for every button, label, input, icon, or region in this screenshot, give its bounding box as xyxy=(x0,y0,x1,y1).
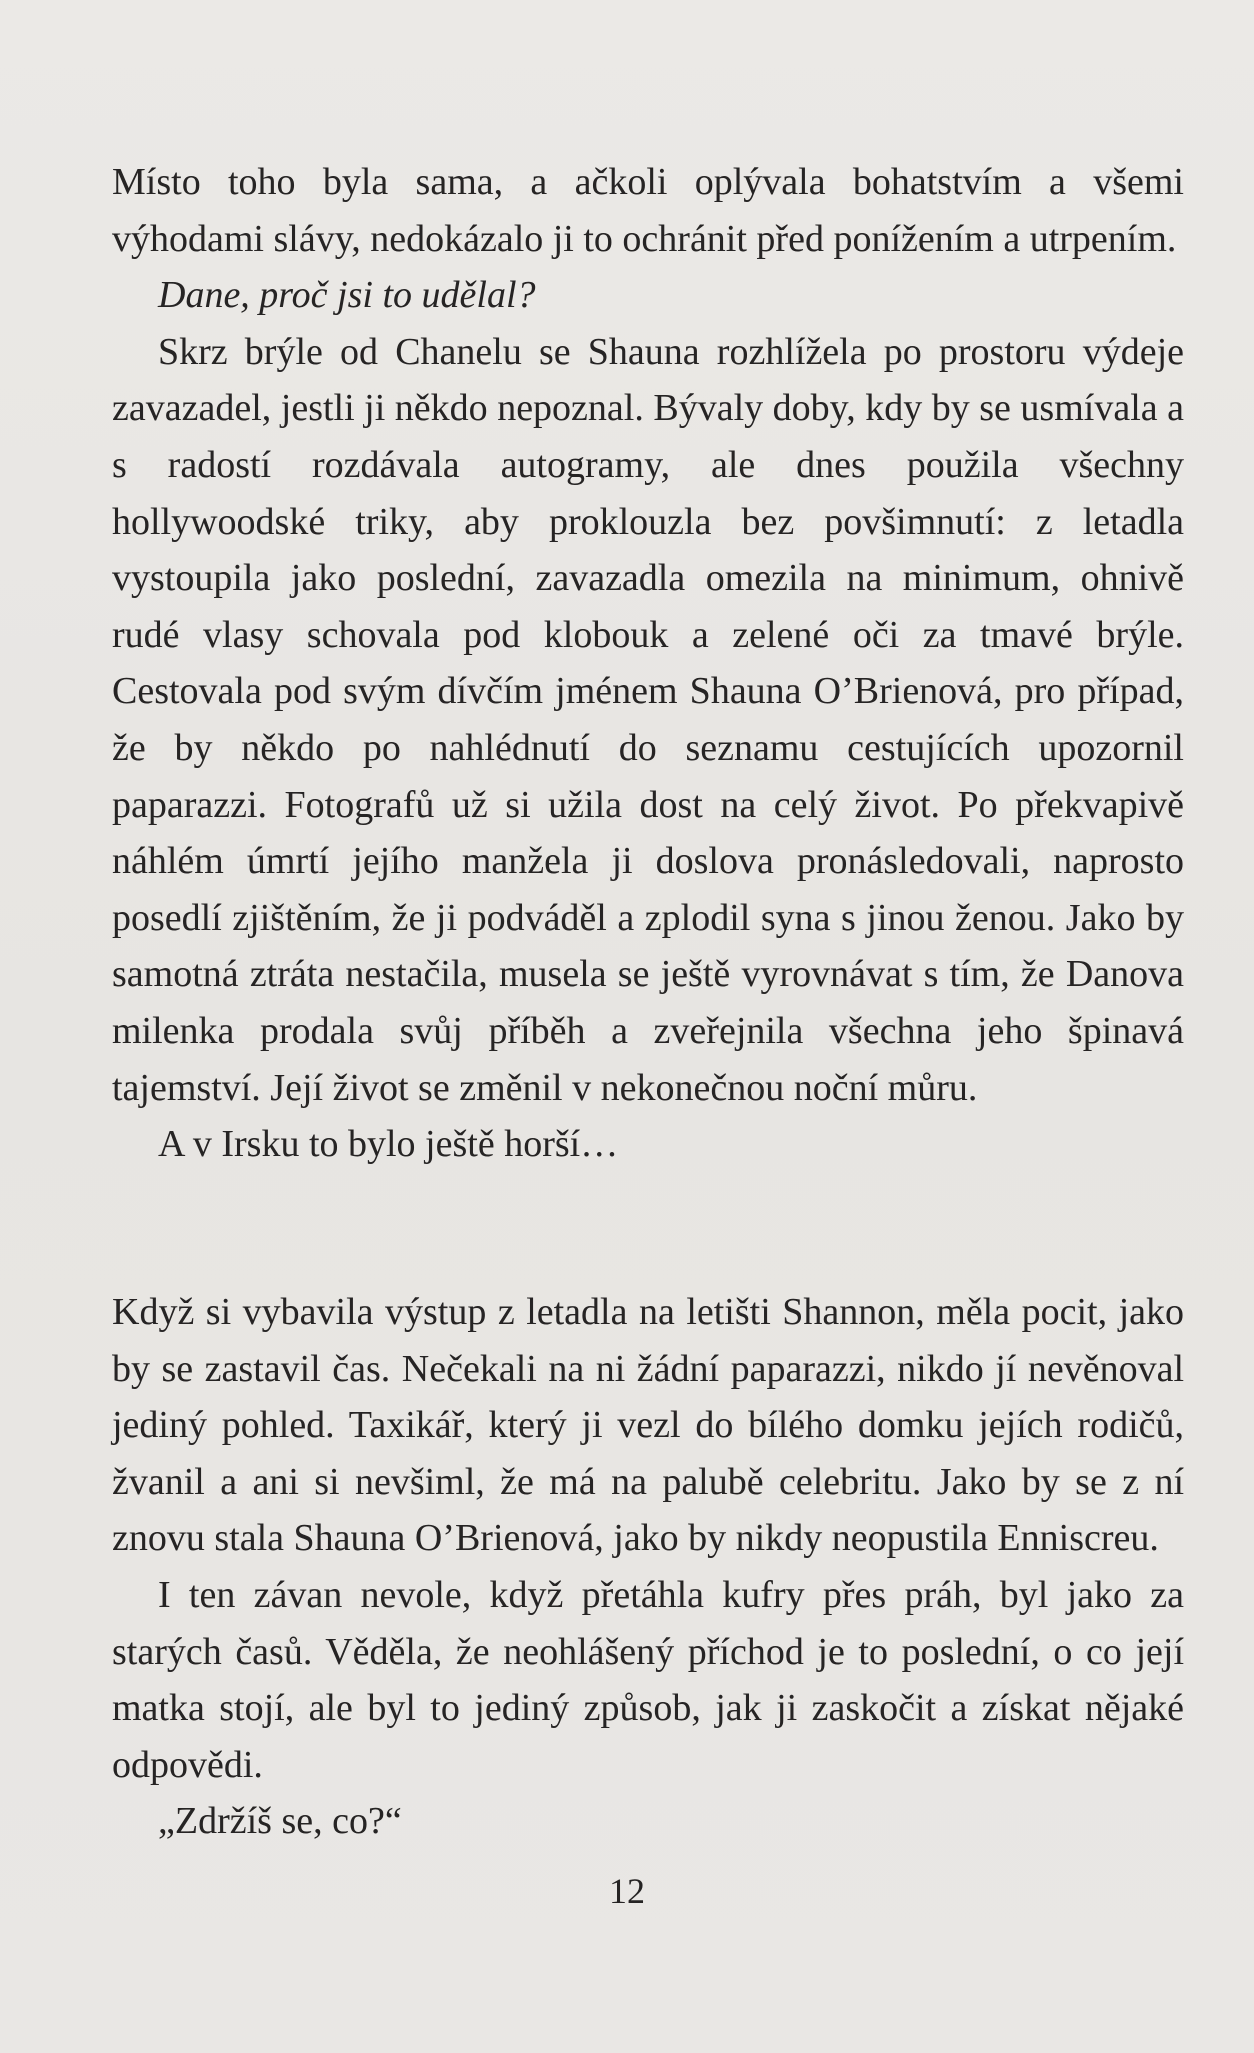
paragraph: Když si vybavila výstup z letadla na letišti Shannon, měla pocit, jako by se zastavil čas. Nečekali na ni žádní paparazzi, nikdo jí nevěnoval jediný pohled. Taxikář, který ji vezl do bílého domku jejích rodičů, žvanil a ani si nevšiml, že má na palubě celebritu. Jako by se z ní znovu stala Shauna O’Brienová, jako by nikdy neopustila Enniscreu. xyxy=(112,1291,1184,1560)
page-number: 12 xyxy=(609,1871,645,1911)
paragraph: Skrz brýle od Chanelu se Shauna rozhlížela po prostoru výdeje zavazadel, jestli ji někdo nepoznal. Bývaly doby, kdy by se usmívala a s radostí rozdávala autogramy, ale dnes použila všechny hollywoodské triky, aby proklouzla bez povšimnutí: z letadla vystoupila jako poslední, zavazadla omezila na minimum, ohnivě rudé vlasy schovala pod klobouk a zelené oči za tmavé brýle. Cestovala pod svým dívčím jménem Shauna O’Brienová, pro případ, že by někdo po nahlédnutí do seznamu cestujících upozornil paparazzi. Fotografů už si užila dost na celý život. Po překvapivě náhlém úmrtí jejího manžela ji doslova pronásledovali, naprosto posedlí zjištěním, že ji podváděl a zplodil syna s jinou ženou. Jako by samotná ztráta nestačila, musela se ještě vyrovnávat s tím, že Danova milenka prodala svůj příběh a zveřejnila všechna jeho špinavá tajemství. Její život se změnil v nekonečnou noční můru. xyxy=(112,330,1184,1109)
paragraph: A v Irsku to bylo ještě horší… xyxy=(158,1123,619,1166)
paragraph: Místo toho byla sama, a ačkoli oplývala bohatstvím a všemi výhodami slávy, nedokázalo ji to ochránit před ponížením a utrpením. xyxy=(112,161,1184,260)
paragraph-dialogue: „Zdržíš se, co?“ xyxy=(158,1800,402,1843)
section-2 xyxy=(112,1284,1184,1850)
paragraph: I ten závan nevole, když přetáhla kufry přes práh, byl jako za starých časů. Věděla, že neohlášený příchod je to poslední, o co její matka stojí, ale byl to jediný způsob, jak ji zaskočit a získat nějaké odpovědi. xyxy=(112,1573,1184,1786)
section-1 xyxy=(112,154,1184,1173)
paragraph-italic-thought: Dane, proč jsi to udělal? xyxy=(158,274,536,317)
